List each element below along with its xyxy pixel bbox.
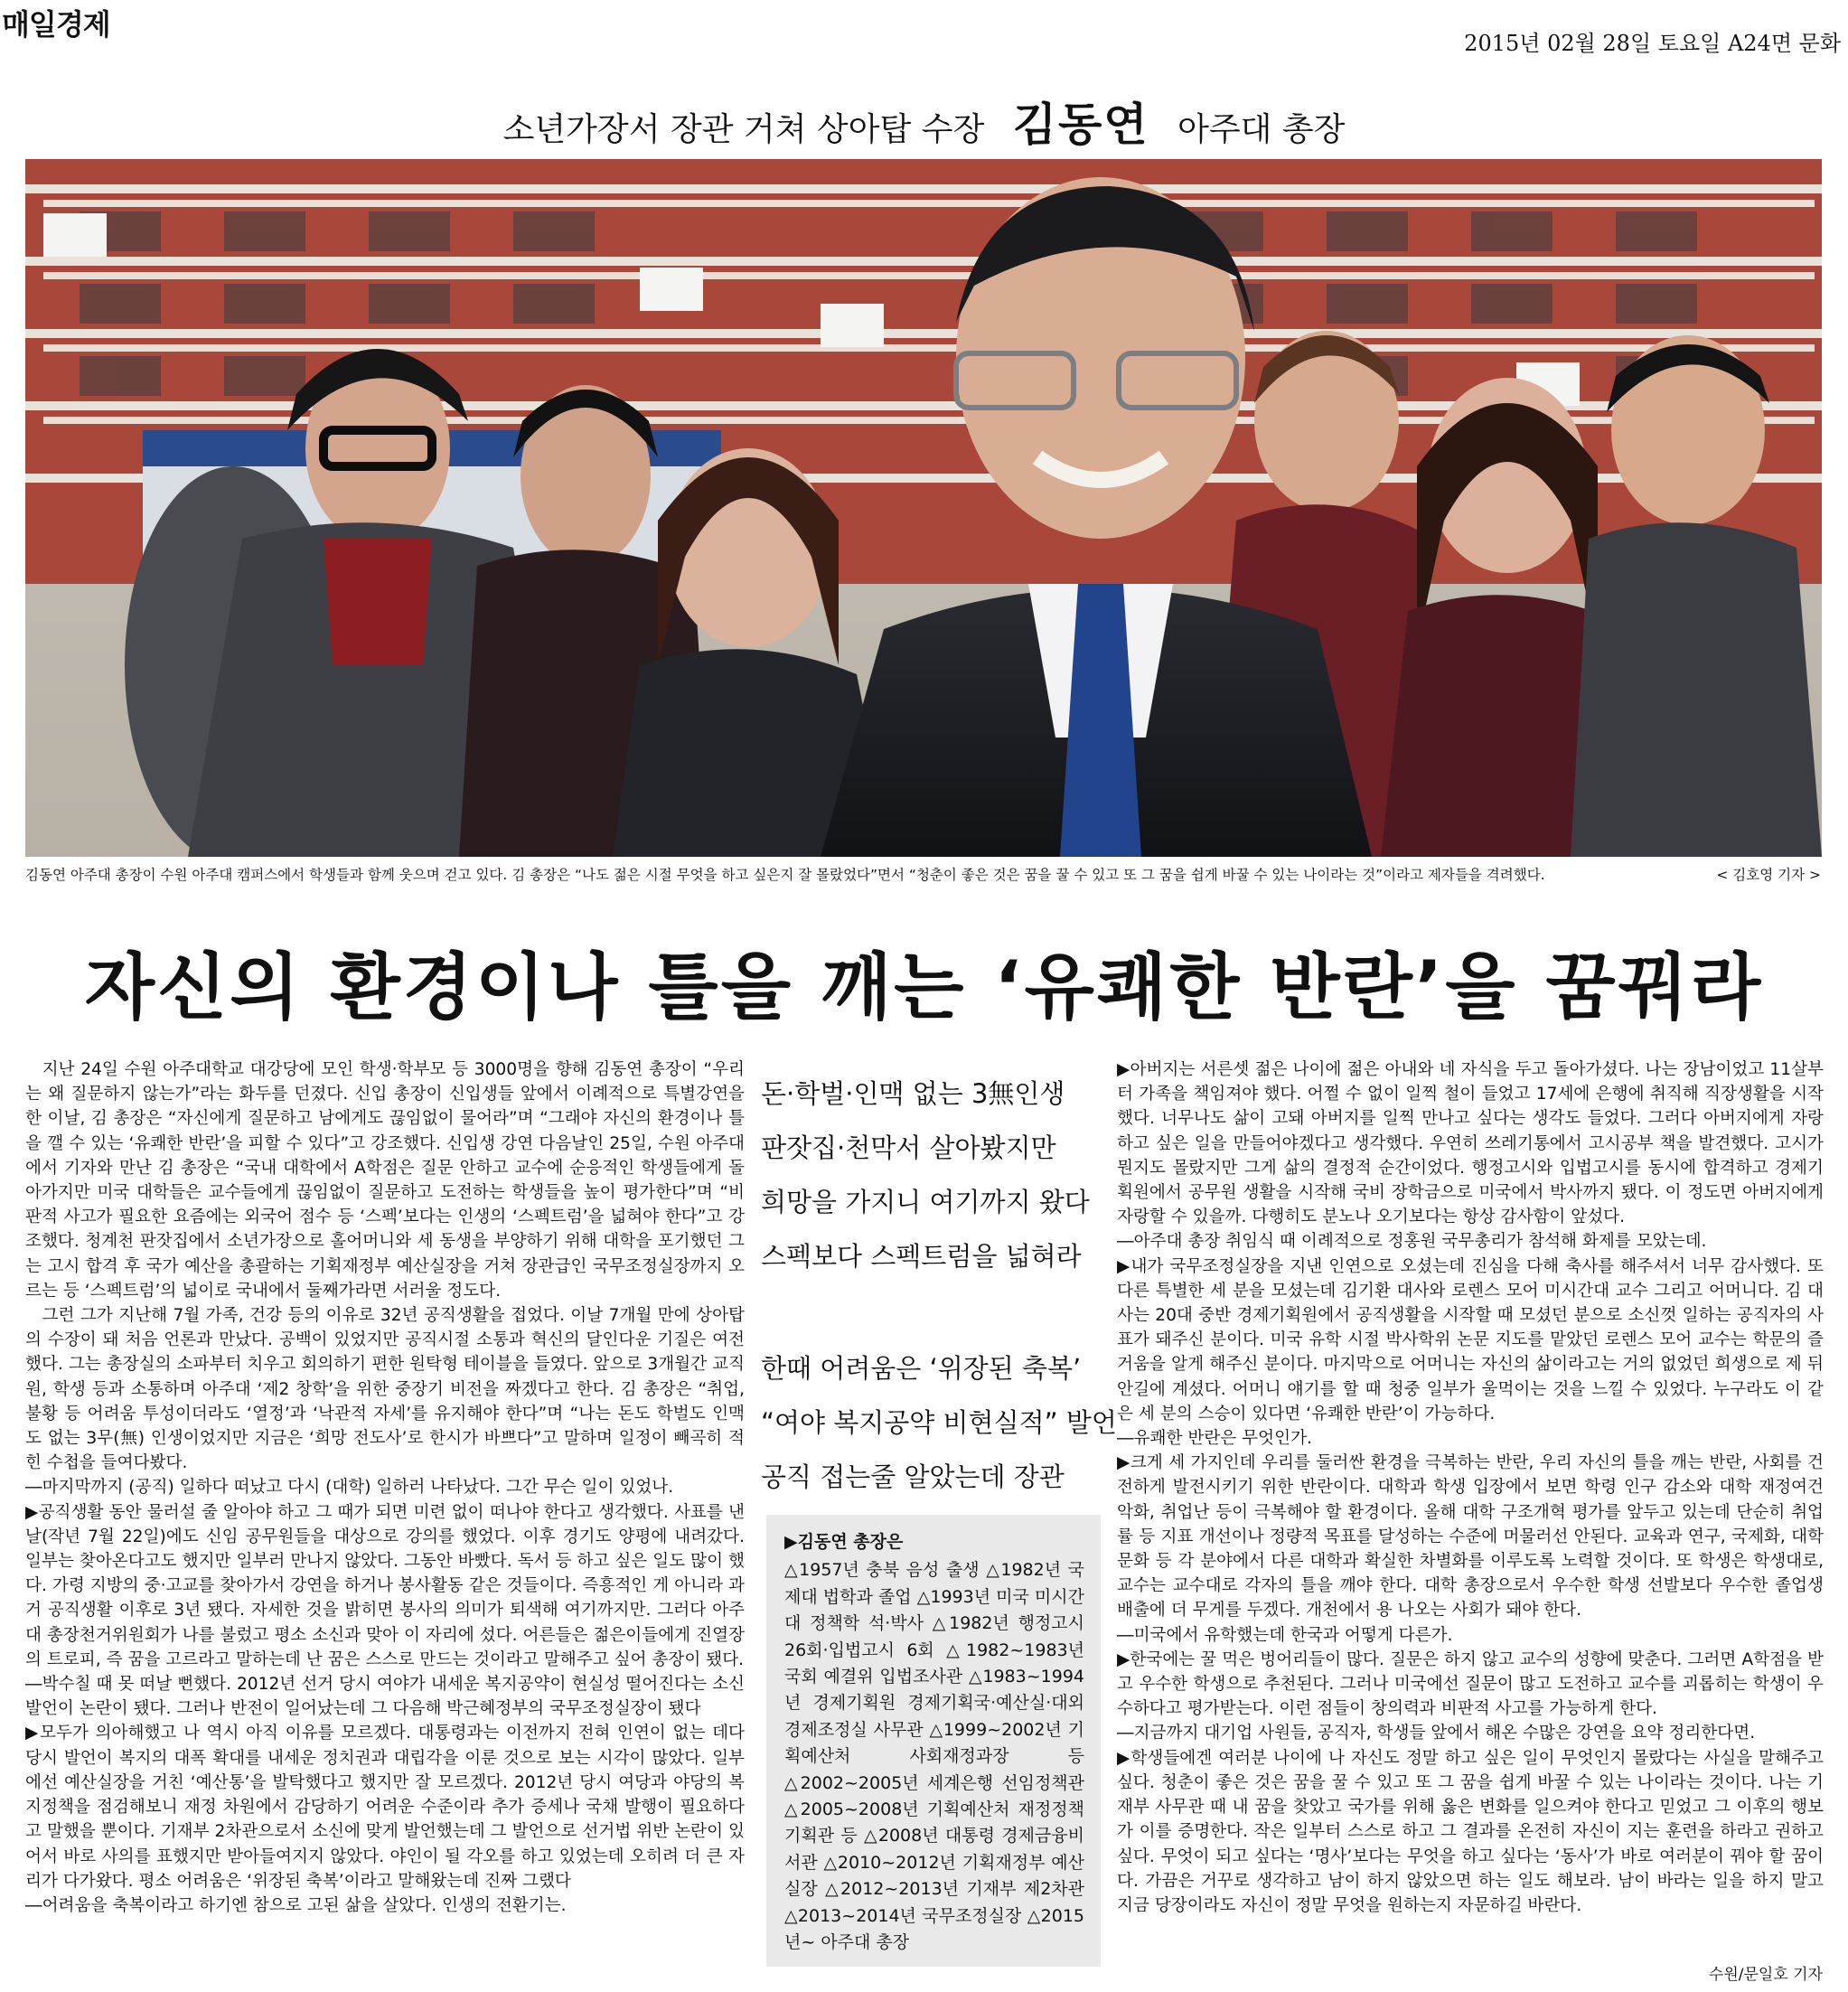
article-answer: ▶학생들에겐 여러분 나이에 나 자신도 정말 하고 싶은 일이 무엇인지 몰랐다는 사실을 말해주고 싶다. 청춘이 좋은 것은 꿈을 꿀 수 있고 또 그 꿈을 쉽게 바꿀 수 있는 나이라는 것이다. 나는 기재부 사무관 때 내 꿈을 찾았고 국가를 위해 옳은 변화를 일으켜야 한다고 믿었고 그 이후의 행보가 이를 증명한다. 작은 일부터 스스로 하고 그 결과를 온전히 자신이 지는 훈련을 하라고 권하고 싶다. 무엇이 되고 싶다는 ‘명사’보다는 무엇을 하고 싶다는 ‘동사’가 바로 여러분이 꿔야 할 꿈이다. 가끔은 거꾸로 생각하고 남이 하지 않았으면 하는 일도 해보라. 남이 바라는 일을 하지 말고 지금 당장이라도 자신이 정말 무엇을 원하는지 자문하길 바란다. [1117, 1748, 1824, 1915]
photo-illustration [25, 159, 1822, 857]
pull-quote: 공직 접는줄 알았는데 장관 [761, 1461, 1065, 1492]
article-question: ―어려움을 축복이라고 하기엔 참으로 고된 삶을 살았다. 인생의 전환기는. [25, 1895, 567, 1915]
pull-quotes [761, 1066, 1117, 1504]
pull-quote: 스펙보다 스펙트럼을 넓혀라 [761, 1241, 1082, 1272]
newspaper-name: 매일경제 [2, 7, 110, 42]
article-question: ―유쾌한 반란은 무엇인가. [1117, 1429, 1312, 1449]
pull-quote: 한때 어려움은 ‘위장된 축복’ [761, 1353, 1082, 1384]
article-answer: ▶아버지는 서른셋 젊은 나이에 젊은 아내와 네 자식을 두고 돌아가셨다. 나는 장남이었고 11살부터 가족을 책임져야 했다. 어쩔 수 없이 일찍 철이 들었고 17세에 은행에 취직해 직장생활을 시작했다. 너무나도 삶이 고돼 아버지를 일찍 만나고 싶다는 생각도 들었다. 그러다 아버지에게 자랑하고 싶은 일을 만들어야겠다고 생각했다. 우연히 쓰레기통에서 고시공부 책을 발견했다. 고시가 뭔지도 몰랐지만 그게 삶의 결정적 순간이었다. 행정고시와 입법고시를 동시에 합격하고 경제기획원에서 공무원 생활을 시작해 국비 장학금으로 미국에서 박사까지 됐다. 이 정도면 아버지에게 자랑할 수 있을까. 다행히도 분노나 오기보다는 항상 감사함이 앞섰다. [1117, 1060, 1824, 1227]
profile-body: △1957년 충북 음성 출생 △1982년 국제대 법학과 졸업 △1993년 미국 미시간대 정책학 석·박사 △1982년 행정고시 26회·입법고시 6회 △1982~1983년 국회 예결위 입법조사관 △1983~1994년 경제기획원 경제기획국·예산실·대외경제조정실 사무관 △1999~2002년 기획예산처 사회재정과장 등 △2002~2005년 세계은행 선임정책관 △2005~2008년 기획예산처 재정정책기획관 등 △2008년 대통령 경제금융비서관 △2010~2012년 기획재정부 예산실장 △2012~2013년 기재부 제2차관 △2013~2014년 국무조정실장 △2015년~ 아주대 총장 [784, 1560, 1084, 1953]
profile-box [766, 1515, 1101, 1967]
kicker [0, 89, 1848, 154]
article-question: ―미국에서 유학했는데 한국과 어떻게 다른가. [1117, 1625, 1453, 1645]
article-question: ―박수칠 때 못 떠날 뻔했다. 2012년 선거 당시 여야가 내세운 복지공약이 현실성 떨어진다는 소신 발언이 논란이 됐다. 그러나 반전이 일어났는데 그 다음해 박근혜정부의 국무조정실장이 됐다 [25, 1675, 745, 1719]
article-answer: ▶공직생활 동안 물러설 줄 알아야 하고 그 때가 되면 미련 없이 떠나야 한다고 생각했다. 사표를 낸 날(작년 7월 22일)에도 신임 공무원들을 대상으로 강의를 했었다. 이후 경기도 양평에 내려갔다. 일부는 찾아온다고도 했지만 일부러 만나지 않았다. 그동안 바빴다. 독서 등 하고 싶은 일도 많이 했다. 가령 지방의 중·고교를 찾아가서 강연을 하거나 봉사활동 같은 것들이다. 즉흥적인 게 아니라 과거 공직생활 이후로 3년 됐다. 자세한 것을 밝히면 봉사의 의미가 퇴색해 여기까지만. 그러다 아주대 총장천거위원회가 나를 불렀고 평소 소신과 맞아 이 자리에 섰다. 어른들은 젊은이들에게 진열장의 트로피, 즉 꿈을 고르라고 말하는데 난 꿈은 스스로 만드는 것이라고 말해주고 싶어 총장이 됐다. [25, 1502, 745, 1669]
article-question: ―아주대 총장 취임식 때 이례적으로 정홍원 국무총리가 참석해 화제를 모았는데. [1117, 1232, 1707, 1252]
pull-quote-gap [761, 1283, 1101, 1341]
article-paragraph: 그런 그가 지난해 7월 가족, 건강 등의 이유로 32년 공직생활을 접었다. 이날 7개월 만에 상아탑의 수장이 돼 처음 언론과 만났다. 공백이 있었지만 공직시절 소통과 혁신의 달인다운 기질은 여전했다. 그는 총장실의 소파부터 치우고 회의하기 편한 원탁형 테이블을 들였다. 앞으로 3개월간 교직원, 학생 등과 소통하며 아주대 ‘제2 창학’을 위한 중장기 비전을 짜겠다고 한다. 김 총장은 “취업, 불황 등 어려움 투성이더라도 ‘열정’과 ‘낙관적 자세’를 유지해야 한다”며 “나는 돈도 학벌도 인맥도 없는 3무(無) 인생이었지만 지금은 ‘희망 전도사’로 한시가 바쁘다”고 말하며 일정이 빼곡히 적힌 수첩을 들여다봤다. [25, 1306, 745, 1473]
article-answer: ▶내가 국무조정실장을 지낸 인연으로 오셨는데 진심을 다해 축사를 해주셔서 너무 감사했다. 또 다른 특별한 세 분을 모셨는데 김기환 대사와 로렌스 모어 미시간대 교수 그리고 어머니다. 김 대사는 20대 중반 경제기획원에서 공직생활을 시작할 때 모셨던 분으로 소신껏 일하는 공직자의 사표가 돼주신 분이다. 미국 유학 시절 박사학위 논문 지도를 맡았던 로렌스 모어 교수는 학문의 즐거움을 알게 해주신 분이다. 마지막으로 어머니는 자신의 삶이라고는 거의 없었던 희생으로 제 뒤안길에 계셨다. 어머니 얘기를 할 때 청중 일부가 울먹이는 것을 느낄 수 있었다. 누구라도 이 같은 세 분의 스승이 있다면 ‘유쾌한 반란’이 가능하다. [1117, 1256, 1824, 1424]
headline: 자신의 환경이나 틀을 깨는 ‘유쾌한 반란’을 꿈꿔라 [84, 945, 1764, 1029]
kicker-title: 아주대 총장 [1177, 111, 1346, 148]
dateline: 2015년 02월 28일 토요일 A24면 문화 [1464, 31, 1841, 56]
profile-title: ▶김동연 총장은 [784, 1532, 904, 1552]
article-answer: ▶크게 세 가지인데 우리를 둘러싼 환경을 극복하는 반란, 우리 자신의 틀을 깨는 반란, 사회를 건전하게 발전시키기 위한 반란이다. 대학과 학생 입장에서 보면 학령 인구 감소와 대학 재정여건 악화, 취업난 등이 극복해야 할 환경이다. 올해 대학 구조개혁 평가를 앞두고 있는데 단순히 취업률 등 지표 개선이나 정량적 목표를 달성하는 수준에 머물러선 안된다. 교육과 연구, 국제화, 대학문화 등 각 분야에서 다른 대학과 확실한 차별화를 이루도록 노력할 것이다. 또 학생은 학생대로, 교수는 교수대로 각자의 틀을 깨야 한다. 대학 총장으로서 우수한 학생 선발보다 우수한 졸업생 배출에 더 무게를 두겠다. 개천에서 용 나오는 사회가 돼야 한다. [1117, 1453, 1824, 1621]
pull-quote: 판잣집·천막서 살아봤지만 [761, 1132, 1056, 1163]
pull-quote: 돈·학벌·인맥 없는 3無인생 [761, 1078, 1065, 1109]
byline: 수원/문일호 기자 [1702, 1961, 1823, 1984]
main-photo [25, 159, 1822, 857]
photo-credit: < 김호영 기자 > [1709, 864, 1821, 884]
kicker-lead: 소년가장서 장관 거쳐 상아탑 수장 [502, 111, 985, 148]
article-answer: ▶모두가 의아해했고 나 역시 아직 이유를 모르겠다. 대통령과는 이전까지 전혀 인연이 없는 데다 당시 발언이 복지의 대폭 확대를 내세운 정치권과 대립각을 이룬 것으로 보는 시각이 많았다. 일부에선 예산실장을 거친 ‘예산통’을 발탁했다고 했지만 잘 모르겠다. 2012년 당시 여당과 야당의 복지정책을 점검해보니 재정 차원에서 감당하기 어려운 수준이라 추가 증세나 국채 발행이 필요하다고 말했을 뿐이다. 기재부 2차관으로서 소신에 맞게 발언했는데 그 발언으로 선거법 위반 논란이 있어서 바로 사의를 표했지만 받아들여지지 않았다. 야인이 될 각오를 하고 있었는데 오히려 더 큰 자리가 다가왔다. 평소 어려움은 ‘위장된 축복’이라고 말해왔는데 진짜 그랬다 [25, 1724, 745, 1891]
article-column-left [25, 1057, 745, 1988]
article-question: ―마지막까지 (공직) 일하다 떠났고 다시 (대학) 일하러 나타났다. 그간 무슨 일이 있었나. [25, 1478, 674, 1498]
kicker-name: 김동연 [1012, 99, 1149, 151]
article-column-right [1117, 1057, 1824, 1988]
pull-quote: “여야 복지공약 비현실적” 발언 [761, 1407, 1117, 1438]
article-paragraph: 지난 24일 수원 아주대학교 대강당에 모인 학생·학부모 등 3000명을 향해 김동연 총장이 “우리는 왜 질문하지 않는가”라는 화두를 던졌다. 신입 총장이 신입생들 앞에서 이례적으로 특별강연을 한 이날, 김 총장은 “자신에게 질문하고 남에게도 끊임없이 물어라”며 “그래야 자신의 환경이나 틀을 깰 수 있는 ‘유쾌한 반란’을 피할 수 있다”고 강조했다. 신입생 강연 다음날인 25일, 수원 아주대에서 기자와 만난 김 총장은 “국내 대학에서 A학점은 질문 안하고 교수에 순응적인 학생들에게 돌아가지만 미국 대학들은 교수들에게 끊임없이 질문하고 도전하는 학생들을 높이 평가한다”며 “비판적 사고가 필요한 요즘에는 외국어 점수 등 ‘스펙’보다는 인생의 ‘스펙트럼’을 넓혀야 한다”고 강조했다. 청계천 판잣집에서 소년가장으로 홀어머니와 세 동생을 부양하기 위해 대학을 포기했던 그는 고시 합격 후 국가 예산을 총괄하는 기획재정부 예산실장을 거쳐 장관급인 국무조정실장까지 오르는 등 ‘스펙트럼’의 넓이로 국내에서 둘째가라면 서러울 정도다. [25, 1060, 745, 1301]
article-answer: ▶한국에는 꿀 먹은 벙어리들이 많다. 질문은 하지 않고 교수의 성향에 맞춘다. 그러면 A학점을 받고 우수한 학생으로 추천된다. 그러나 미국에선 질문이 많고 도전하고 교수를 괴롭히는 학생이 우수하다고 평가받는다. 이런 점들이 창의력과 비판적 사고를 가능하게 한다. [1117, 1649, 1824, 1719]
article-question: ―지금까지 대기업 사원들, 공직자, 학생들 앞에서 해온 수많은 강연을 요약 정리한다면. [1117, 1724, 1756, 1743]
photo-caption: 김동연 아주대 총장이 수원 아주대 캠퍼스에서 학생들과 함께 웃으며 걷고 있다. 김 총장은 “나도 젊은 시절 무엇을 하고 싶은지 잘 몰랐었다”면서 “청춘이 좋은 것은 꿈을 꿀 수 있고 또 그 꿈을 쉽게 바꿀 수 있는 나이라는 것”이라고 제자들을 격려했다. [25, 867, 1545, 883]
pull-quote: 희망을 가지니 여기까지 왔다 [761, 1187, 1090, 1217]
